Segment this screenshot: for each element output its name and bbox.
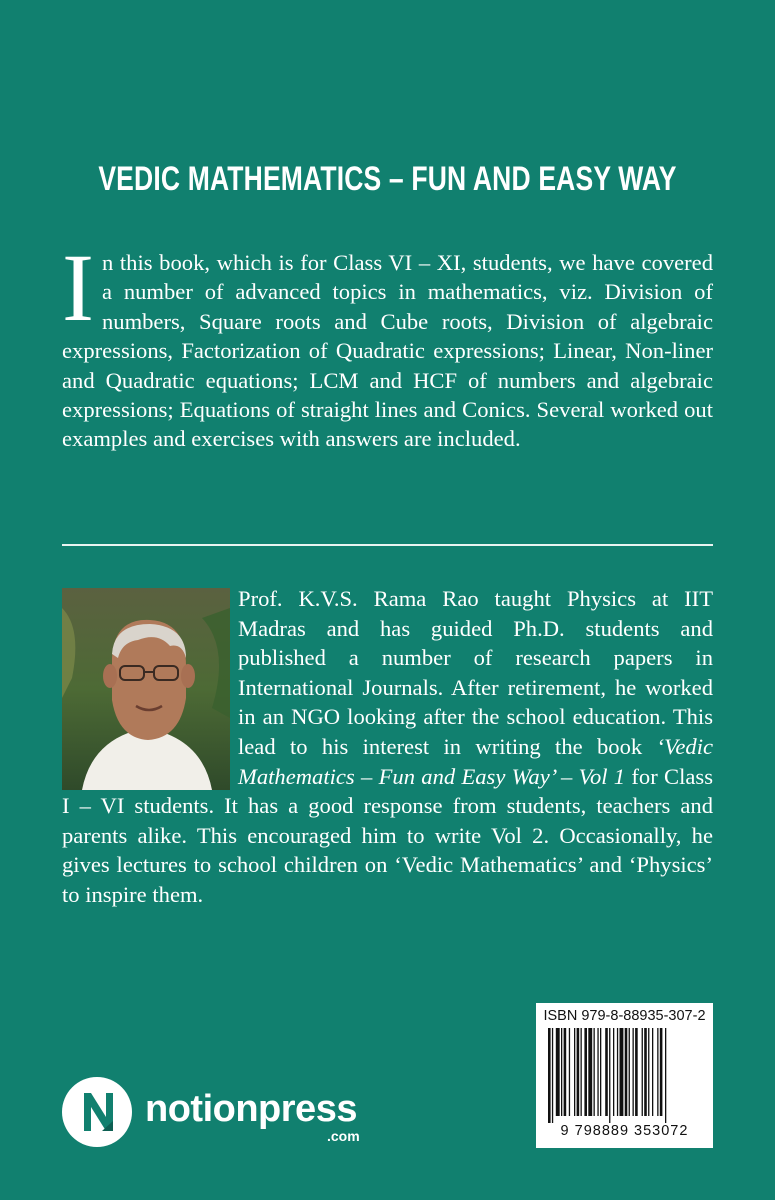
barcode-bar xyxy=(657,1028,658,1116)
barcode-bar xyxy=(625,1028,628,1116)
barcode-bar xyxy=(635,1028,638,1116)
barcode-bar xyxy=(648,1028,649,1116)
barcode-bar xyxy=(564,1028,567,1116)
description-text: n this book, which is for Class VI – XI, students, we have covered a number of advanced topics in mathematics, viz. Division of numbers, Square roots and Cube roots, Division of algebraic expressions, Factorization of Quadratic expressions; Linear, Non-liner and Quadratic equations; LCM and HCF of numbers and algebraic expressions; Equations of straight lines and Conics. Several worked out examples and exercises with answers are included. xyxy=(62,250,713,452)
publisher-logo xyxy=(62,1077,382,1149)
barcode-bar xyxy=(584,1028,587,1116)
barcode-bar xyxy=(594,1028,595,1116)
isbn-label: ISBN 979-8-88935-307-2 xyxy=(543,1008,706,1024)
barcode-bar xyxy=(660,1028,663,1116)
photo-spacer xyxy=(62,584,238,790)
barcode-bar xyxy=(552,1028,553,1123)
section-divider xyxy=(62,544,713,546)
barcode-bar xyxy=(561,1028,562,1116)
author-bio xyxy=(62,584,713,910)
barcode-bar xyxy=(597,1028,598,1116)
barcode-bar xyxy=(600,1028,601,1116)
book-title: VEDIC MATHEMATICS – FUN AND EASY WAY xyxy=(98,160,677,198)
barcode-bar xyxy=(609,1028,610,1123)
barcode-bar xyxy=(548,1028,551,1123)
bio-text-1: Prof. K.V.S. Rama Rao taught Physics at IIT Madras and has guided Ph.D. students and published a number of research papers in International Journals. After retirement, he worked in an NGO looking after the school education. This lead to his interest in writing the book xyxy=(238,586,713,759)
logo-mark-icon xyxy=(62,1077,132,1147)
barcode-bar xyxy=(577,1028,580,1116)
isbn-barcode-box xyxy=(536,1003,713,1148)
barcode-bar xyxy=(569,1028,570,1116)
barcode-bar xyxy=(613,1028,614,1116)
barcode-icon xyxy=(546,1028,704,1123)
notionpress-logo-icon xyxy=(62,1077,132,1147)
barcode-bar xyxy=(644,1028,647,1116)
barcode-bar xyxy=(574,1028,575,1116)
barcode-bar xyxy=(665,1028,666,1123)
barcode-bar xyxy=(652,1028,653,1116)
barcode-bar xyxy=(617,1028,618,1116)
bio-book-title: ‘Vedic Mathematics – Fun and Easy Way’ – Vol 1 xyxy=(238,733,713,789)
book-description xyxy=(62,234,713,454)
barcode-bar xyxy=(642,1028,643,1116)
barcode-bar xyxy=(588,1028,592,1116)
drop-cap: I xyxy=(62,234,94,341)
publisher-domain-suffix: .com xyxy=(327,1128,360,1144)
isbn-digits: 9 798889 353072 xyxy=(560,1123,689,1139)
barcode-bar xyxy=(620,1028,624,1116)
bio-text-2: for Class I – VI students. It has a good response from students, teachers and parents alike. This encouraged him to write Vol 2. Occasionally, he gives lectures to school children on ‘Vedic Mathematics’ and ‘Physics’ to inspire them. xyxy=(62,763,713,907)
barcode-bar xyxy=(556,1028,560,1116)
barcode-bar xyxy=(605,1028,608,1116)
publisher-name: notionpress xyxy=(145,1088,357,1130)
barcode-bar xyxy=(629,1028,630,1116)
barcode-bar xyxy=(581,1028,582,1116)
barcode-bar xyxy=(633,1028,634,1116)
